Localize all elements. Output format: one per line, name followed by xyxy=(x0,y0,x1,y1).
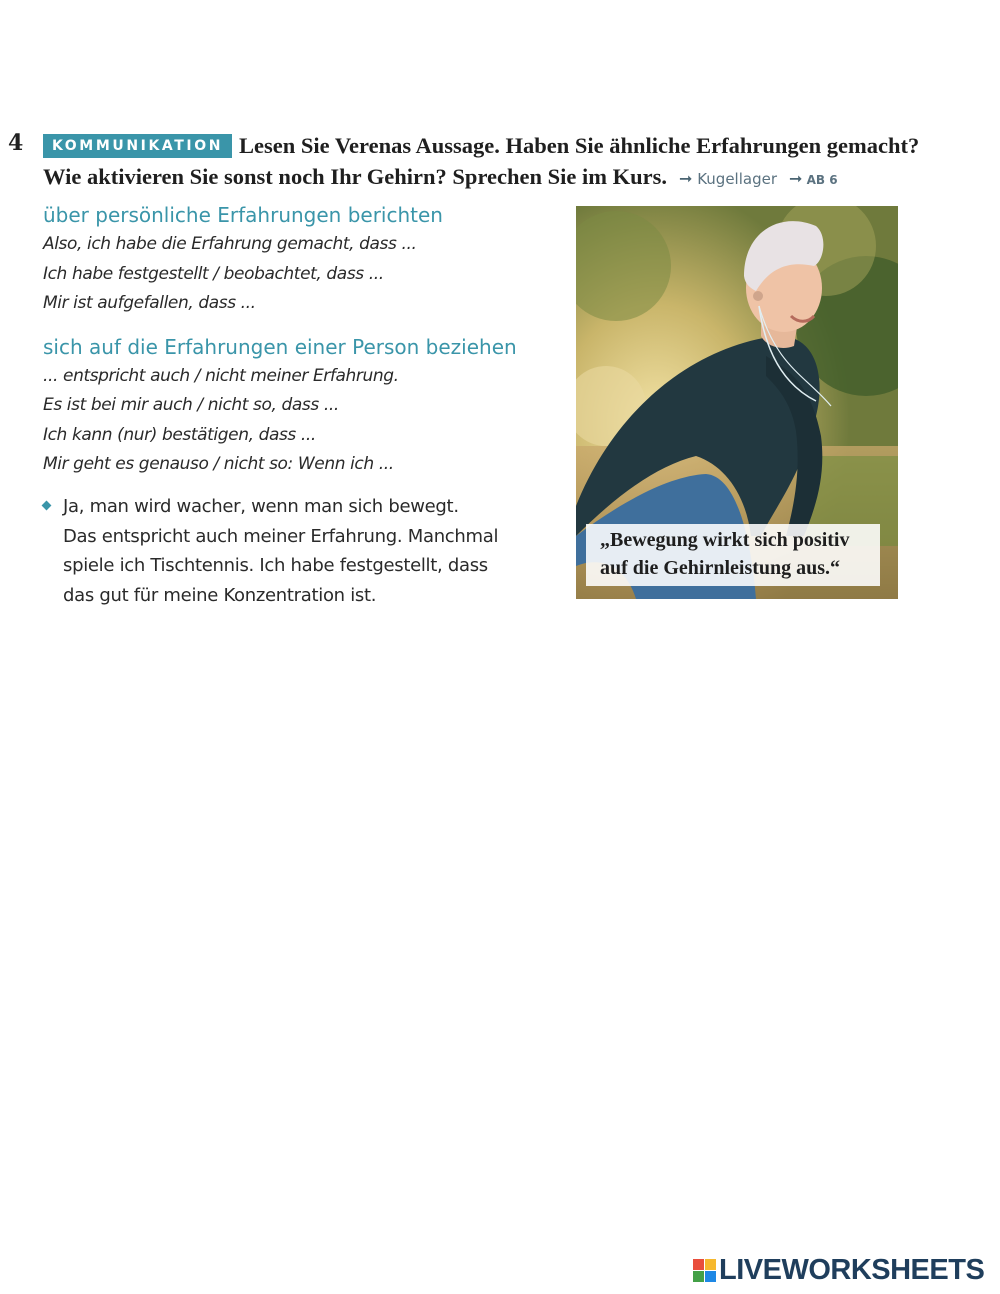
arrow-right-icon: ➞ xyxy=(679,169,693,188)
phrase-item: Mir ist aufgefallen, dass ... xyxy=(43,293,256,313)
phrase-item: Ich habe festgestellt / beobachtet, dass ... xyxy=(43,263,384,284)
phrase-item: Ich kann (nur) bestätigen, dass ... xyxy=(43,424,316,445)
arrow-right-icon: ➞ xyxy=(789,169,803,188)
phrase-group-title: sich auf die Erfahrungen einer Person beziehen xyxy=(43,334,517,359)
phrase-item: Mir geht es genauso / nicht so: Wenn ich ... xyxy=(43,454,394,474)
liveworksheets-logo xyxy=(693,1254,984,1286)
diamond-bullet-icon xyxy=(42,501,52,511)
phrase-group xyxy=(43,200,543,319)
quote-box xyxy=(586,524,880,586)
quote-line: „Bewegung wirkt sich positiv xyxy=(600,529,850,551)
heading-line-1: Lesen Sie Verenas Aussage. Haben Sie ähnliche Erfahrungen gemacht? xyxy=(239,133,920,158)
phrase-item: ... entspricht auch / nicht meiner Erfahrung. xyxy=(43,365,399,386)
example-line: Ja, man wird wacher, wenn man sich bewegt. xyxy=(63,496,459,517)
quote-line: auf die Gehirnleistung aus.“ xyxy=(600,557,841,579)
phrase-group-title: über persönliche Erfahrungen berichten xyxy=(43,203,443,227)
example-line: Das entspricht auch meiner Erfahrung. Manchmal xyxy=(63,525,499,547)
task-heading xyxy=(43,130,1000,196)
ab-reference xyxy=(789,169,838,188)
task-number: 4 xyxy=(8,130,24,156)
ab-label: AB 6 xyxy=(806,173,838,187)
phrase-box xyxy=(43,200,543,480)
kugellager-reference xyxy=(679,170,777,188)
logo-mark-icon xyxy=(693,1259,716,1282)
phrase-group xyxy=(43,332,543,480)
example-line: spiele ich Tischtennis. Ich habe festgestellt, dass xyxy=(63,555,488,576)
kugellager-label: Kugellager xyxy=(697,170,777,188)
logo-text: LIVEWORKSHEETS xyxy=(719,1253,985,1286)
heading-line-2 xyxy=(43,161,1000,196)
phrase-item: Es ist bei mir auch / nicht so, dass ... xyxy=(43,395,339,415)
kommunikation-badge: KOMMUNIKATION xyxy=(43,134,232,158)
example-answer xyxy=(43,492,533,610)
woman-exercising-photo xyxy=(576,206,898,599)
phrase-item: Also, ich habe die Erfahrung gemacht, dass ... xyxy=(43,234,417,254)
example-line: das gut für meine Konzentration ist. xyxy=(63,584,377,606)
heading-line-2-text: Wie aktivieren Sie sonst noch Ihr Gehirn? Sprechen Sie im Kurs. xyxy=(43,164,668,189)
